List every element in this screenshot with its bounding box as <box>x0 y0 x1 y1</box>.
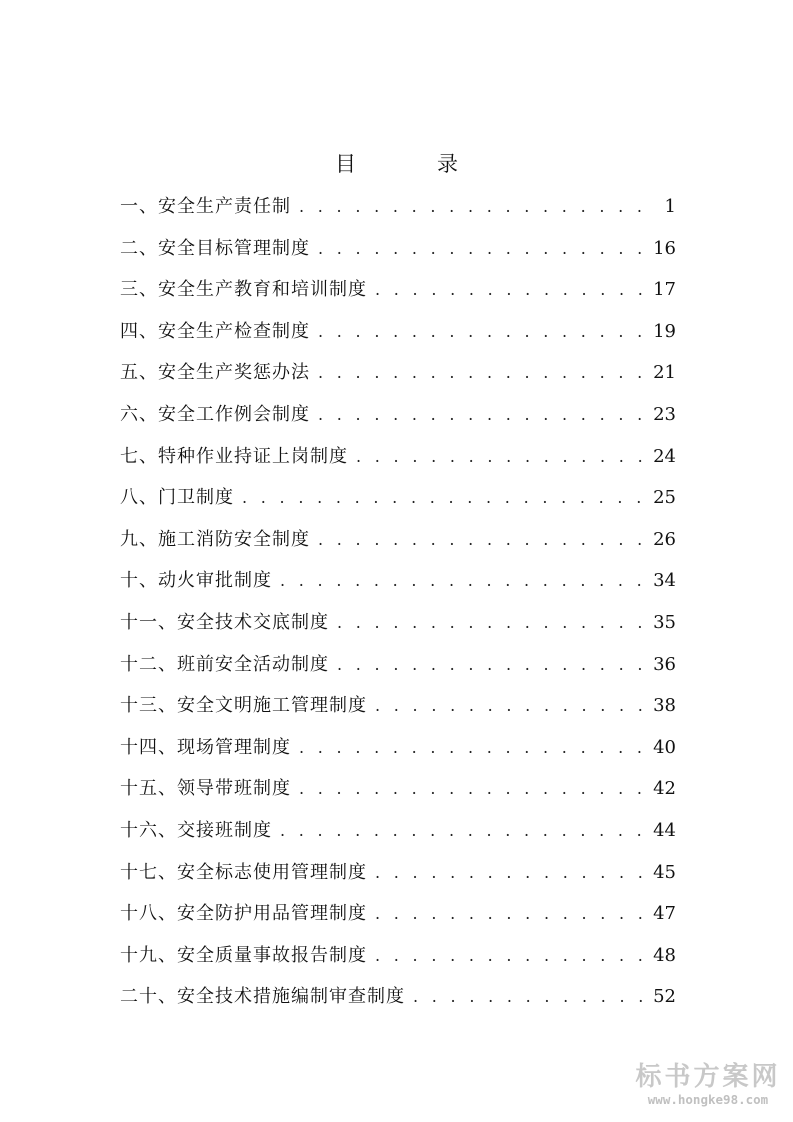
toc-entry-page-number: 26 <box>653 528 676 550</box>
toc-dot-leader <box>375 852 646 894</box>
toc-dot-leader <box>375 685 646 727</box>
toc-entry[interactable] <box>120 352 676 394</box>
toc-dot-leader <box>299 768 646 810</box>
toc-entry[interactable] <box>120 519 676 561</box>
toc-entry-page-number: 35 <box>653 611 676 633</box>
toc-entry[interactable] <box>120 727 676 769</box>
toc-entry-page-number: 23 <box>653 403 676 425</box>
toc-entry-page-number: 25 <box>653 487 676 509</box>
toc-dot-leader <box>318 394 646 436</box>
toc-entry[interactable] <box>120 852 676 894</box>
toc-entry-page-number: 44 <box>653 819 676 841</box>
toc-entry-page-number: 47 <box>653 903 676 925</box>
toc-entry[interactable] <box>120 602 676 644</box>
toc-entry-label: 十五、领导带班制度 <box>120 778 291 800</box>
toc-entry[interactable] <box>120 685 676 727</box>
toc-dot-leader <box>318 311 646 353</box>
toc-dot-leader <box>299 727 646 769</box>
site-watermark <box>633 1062 783 1108</box>
toc-entry-page-number: 19 <box>653 320 676 342</box>
toc-dot-leader <box>413 976 646 1018</box>
toc-entry-page-number: 36 <box>653 653 676 675</box>
toc-entry-label: 七、特种作业持证上岗制度 <box>120 445 348 467</box>
toc-dot-leader <box>318 352 646 394</box>
toc-entry[interactable] <box>120 976 676 1018</box>
toc-entry-label: 二十、安全技术措施编制审查制度 <box>120 986 405 1008</box>
toc-dot-leader <box>318 519 646 561</box>
toc-entry[interactable] <box>120 935 676 977</box>
toc-entry-page-number: 48 <box>653 944 676 966</box>
toc-dot-leader <box>280 560 646 602</box>
toc-entry[interactable] <box>120 560 676 602</box>
toc-dot-leader <box>337 644 646 686</box>
toc-entry-label: 十八、安全防护用品管理制度 <box>120 903 367 925</box>
toc-entry[interactable] <box>120 228 676 270</box>
toc-entry-label: 八、门卫制度 <box>120 487 234 509</box>
toc-entry[interactable] <box>120 768 676 810</box>
toc-entry-page-number: 1 <box>664 196 676 217</box>
toc-entry-label: 十七、安全标志使用管理制度 <box>120 861 367 883</box>
toc-entry-label: 九、施工消防安全制度 <box>120 528 310 550</box>
toc-entry-label: 二、安全目标管理制度 <box>120 237 310 259</box>
toc-entry-label: 十九、安全质量事故报告制度 <box>120 944 367 966</box>
toc-entry-label: 十六、交接班制度 <box>120 819 272 841</box>
toc-entry-page-number: 17 <box>653 279 676 301</box>
toc-dot-leader <box>375 269 646 311</box>
toc-entry-label: 六、安全工作例会制度 <box>120 403 310 425</box>
toc-title: 目 录 <box>335 152 488 176</box>
toc-dot-leader <box>318 228 646 270</box>
toc-entry[interactable] <box>120 644 676 686</box>
toc-entry-page-number: 40 <box>653 736 676 758</box>
toc-dot-leader <box>337 602 646 644</box>
toc-entry-page-number: 34 <box>653 570 676 592</box>
toc-entry[interactable] <box>120 186 676 228</box>
toc-dot-leader <box>299 186 646 228</box>
toc-entry-page-number: 52 <box>653 986 676 1008</box>
toc-entry-label: 五、安全生产奖惩办法 <box>120 362 310 384</box>
toc-entry[interactable] <box>120 394 676 436</box>
toc-entry-label: 十四、现场管理制度 <box>120 736 291 758</box>
toc-dot-leader <box>375 935 646 977</box>
watermark-site-name: 标书方案网 <box>635 1062 781 1092</box>
toc-entry-label: 十三、安全文明施工管理制度 <box>120 695 367 717</box>
toc-dot-leader <box>280 810 646 852</box>
toc-entry-page-number: 38 <box>653 695 676 717</box>
toc-entry-page-number: 42 <box>653 778 676 800</box>
toc-entry[interactable] <box>120 810 676 852</box>
toc-dot-leader <box>242 477 646 519</box>
toc-list <box>120 186 676 1018</box>
toc-entry[interactable] <box>120 477 676 519</box>
toc-entry[interactable] <box>120 269 676 311</box>
toc-dot-leader <box>356 436 646 478</box>
toc-entry-page-number: 16 <box>653 237 676 259</box>
toc-entry-page-number: 21 <box>653 362 676 384</box>
toc-entry-label: 十一、安全技术交底制度 <box>120 611 329 633</box>
toc-entry-label: 一、安全生产责任制 <box>120 196 291 217</box>
toc-entry-label: 十、动火审批制度 <box>120 570 272 592</box>
toc-entry[interactable] <box>120 311 676 353</box>
toc-entry-page-number: 24 <box>653 445 676 467</box>
toc-dot-leader <box>375 893 646 935</box>
toc-entry[interactable] <box>120 436 676 478</box>
toc-entry[interactable] <box>120 893 676 935</box>
watermark-site-url: www.hongke98.com <box>647 1092 769 1107</box>
toc-entry-label: 十二、班前安全活动制度 <box>120 653 329 675</box>
toc-entry-label: 三、安全生产教育和培训制度 <box>120 279 367 301</box>
toc-entry-label: 四、安全生产检查制度 <box>120 320 310 342</box>
toc-entry-page-number: 45 <box>653 861 676 883</box>
